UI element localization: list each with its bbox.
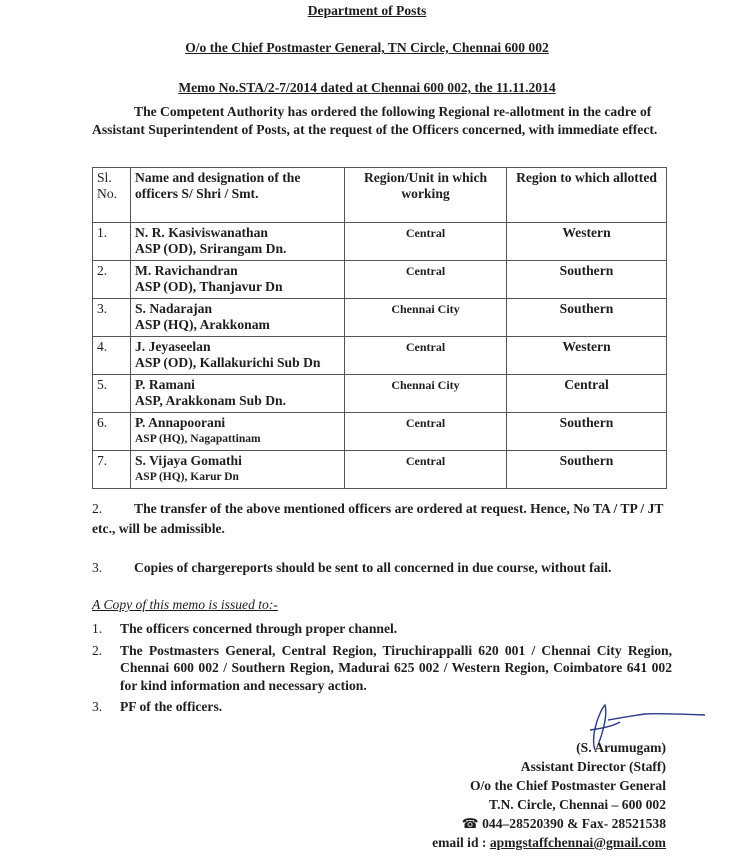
- col-header-sl: Sl. No.: [93, 168, 131, 223]
- row-working: Chennai City: [345, 299, 507, 337]
- row-working: Central: [345, 261, 507, 299]
- row-sl: 6.: [93, 413, 131, 451]
- row-sl: 3.: [93, 299, 131, 337]
- table-row: [93, 299, 667, 337]
- row-allotted: Western: [507, 223, 667, 261]
- list-item-number: 3.: [92, 699, 103, 714]
- row-working: Central: [345, 413, 507, 451]
- para-2-text: The transfer of the above mentioned officers are ordered at request. Hence, No TA / TP / JT etc., will be admissible.: [92, 501, 664, 536]
- contact-line: [432, 814, 666, 833]
- row-allotted: Central: [507, 375, 667, 413]
- dept-heading: Department of Posts: [307, 3, 427, 18]
- row-officer: [131, 413, 345, 451]
- row-officer: [131, 299, 345, 337]
- col-header-allotted: Region to which allotted: [507, 168, 667, 223]
- phone-icon: ☎: [461, 816, 479, 831]
- allotment-table: [92, 167, 667, 489]
- table-row: [93, 451, 667, 489]
- signatory-office: O/o the Chief Postmaster General: [469, 778, 666, 793]
- table-header-row: [93, 168, 667, 223]
- para-3-text: Copies of chargereports should be sent to all concerned in due course, without fail.: [134, 560, 612, 575]
- officer-name: M. Ravichandran: [135, 263, 238, 278]
- officer-designation: ASP, Arakkonam Sub Dn.: [135, 393, 286, 408]
- intro-paragraph: The Competent Authority has ordered the following Regional re-allotment in the cadre of Assistant Superintendent of Posts, at the request of the Officers concerned, with immediate effect.: [92, 104, 658, 137]
- phone-fax: 044–28520390 & Fax- 28521538: [482, 816, 666, 831]
- row-sl: 7.: [93, 451, 131, 489]
- row-allotted: Southern: [507, 261, 667, 299]
- row-officer: [131, 375, 345, 413]
- officer-name: N. R. Kasiviswanathan: [135, 225, 268, 240]
- row-sl: 4.: [93, 337, 131, 375]
- col-header-name: Name and designation of the officers S/ Shri / Smt.: [131, 168, 345, 223]
- list-item: [92, 620, 672, 638]
- para-2-number: 2.: [92, 501, 103, 516]
- row-working: Central: [345, 337, 507, 375]
- row-working: Central: [345, 223, 507, 261]
- officer-name: S. Vijaya Gomathi: [135, 453, 242, 468]
- signature-block: [432, 738, 666, 852]
- para-3: [92, 559, 667, 577]
- signatory-circle: T.N. Circle, Chennai – 600 002: [489, 797, 666, 812]
- officer-name: P. Annapoorani: [135, 415, 226, 430]
- email-label: email id :: [432, 835, 487, 850]
- row-officer: [131, 337, 345, 375]
- officer-name: P. Ramani: [135, 377, 195, 392]
- row-officer: [131, 223, 345, 261]
- signatory-name: (S. Arumugam): [576, 740, 666, 755]
- para-2: [92, 499, 667, 539]
- list-item-text: The officers concerned through proper channel.: [120, 621, 398, 636]
- officer-designation: ASP (HQ), Nagapattinam: [135, 433, 261, 445]
- email-link[interactable]: apmgstaffchennai@gmail.com: [489, 835, 666, 850]
- list-item: [92, 642, 672, 695]
- officer-designation: ASP (HQ), Arakkonam: [135, 317, 270, 332]
- row-allotted: Southern: [507, 413, 667, 451]
- para-3-number: 3.: [92, 560, 103, 575]
- list-item-text: The Postmasters General, Central Region, Tiruchirappalli 620 001 / Chennai City Region, Chennai 600 002 / Southern Region, Madurai 625 002 / Western Region, Coimbatore 641 002 for kind information and necessary action.: [120, 642, 672, 693]
- email-line: [432, 833, 666, 852]
- table-row: [93, 223, 667, 261]
- table-row: [93, 413, 667, 451]
- officer-designation: ASP (OD), Thanjavur Dn: [135, 279, 283, 294]
- list-item-number: 2.: [92, 642, 103, 658]
- row-sl: 5.: [93, 375, 131, 413]
- row-officer: [131, 261, 345, 299]
- office-heading: O/o the Chief Postmaster General, TN Circle, Chennai 600 002: [185, 40, 549, 55]
- row-allotted: Western: [507, 337, 667, 375]
- row-working: Chennai City: [345, 375, 507, 413]
- row-allotted: Southern: [507, 451, 667, 489]
- copy-heading: A Copy of this memo is issued to:-: [92, 597, 278, 612]
- list-item-text: PF of the officers.: [120, 699, 223, 714]
- officer-designation: ASP (OD), Kallakurichi Sub Dn: [135, 355, 321, 370]
- signatory-title: Assistant Director (Staff): [520, 759, 666, 774]
- table-row: [93, 337, 667, 375]
- table-row: [93, 261, 667, 299]
- officer-name: S. Nadarajan: [135, 301, 213, 316]
- table-row: [93, 375, 667, 413]
- officer-designation: ASP (HQ), Karur Dn: [135, 471, 239, 483]
- list-item-number: 1.: [92, 621, 103, 636]
- row-sl: 2.: [93, 261, 131, 299]
- row-sl: 1.: [93, 223, 131, 261]
- officer-name: J. Jeyaseelan: [135, 339, 211, 354]
- row-working: Central: [345, 451, 507, 489]
- memo-line: Memo No.STA/2-7/2014 dated at Chennai 600 002, the 11.11.2014: [178, 80, 556, 95]
- row-allotted: Southern: [507, 299, 667, 337]
- row-officer: [131, 451, 345, 489]
- officer-designation: ASP (OD), Srirangam Dn.: [135, 241, 287, 256]
- col-header-working: Region/Unit in which working: [345, 168, 507, 223]
